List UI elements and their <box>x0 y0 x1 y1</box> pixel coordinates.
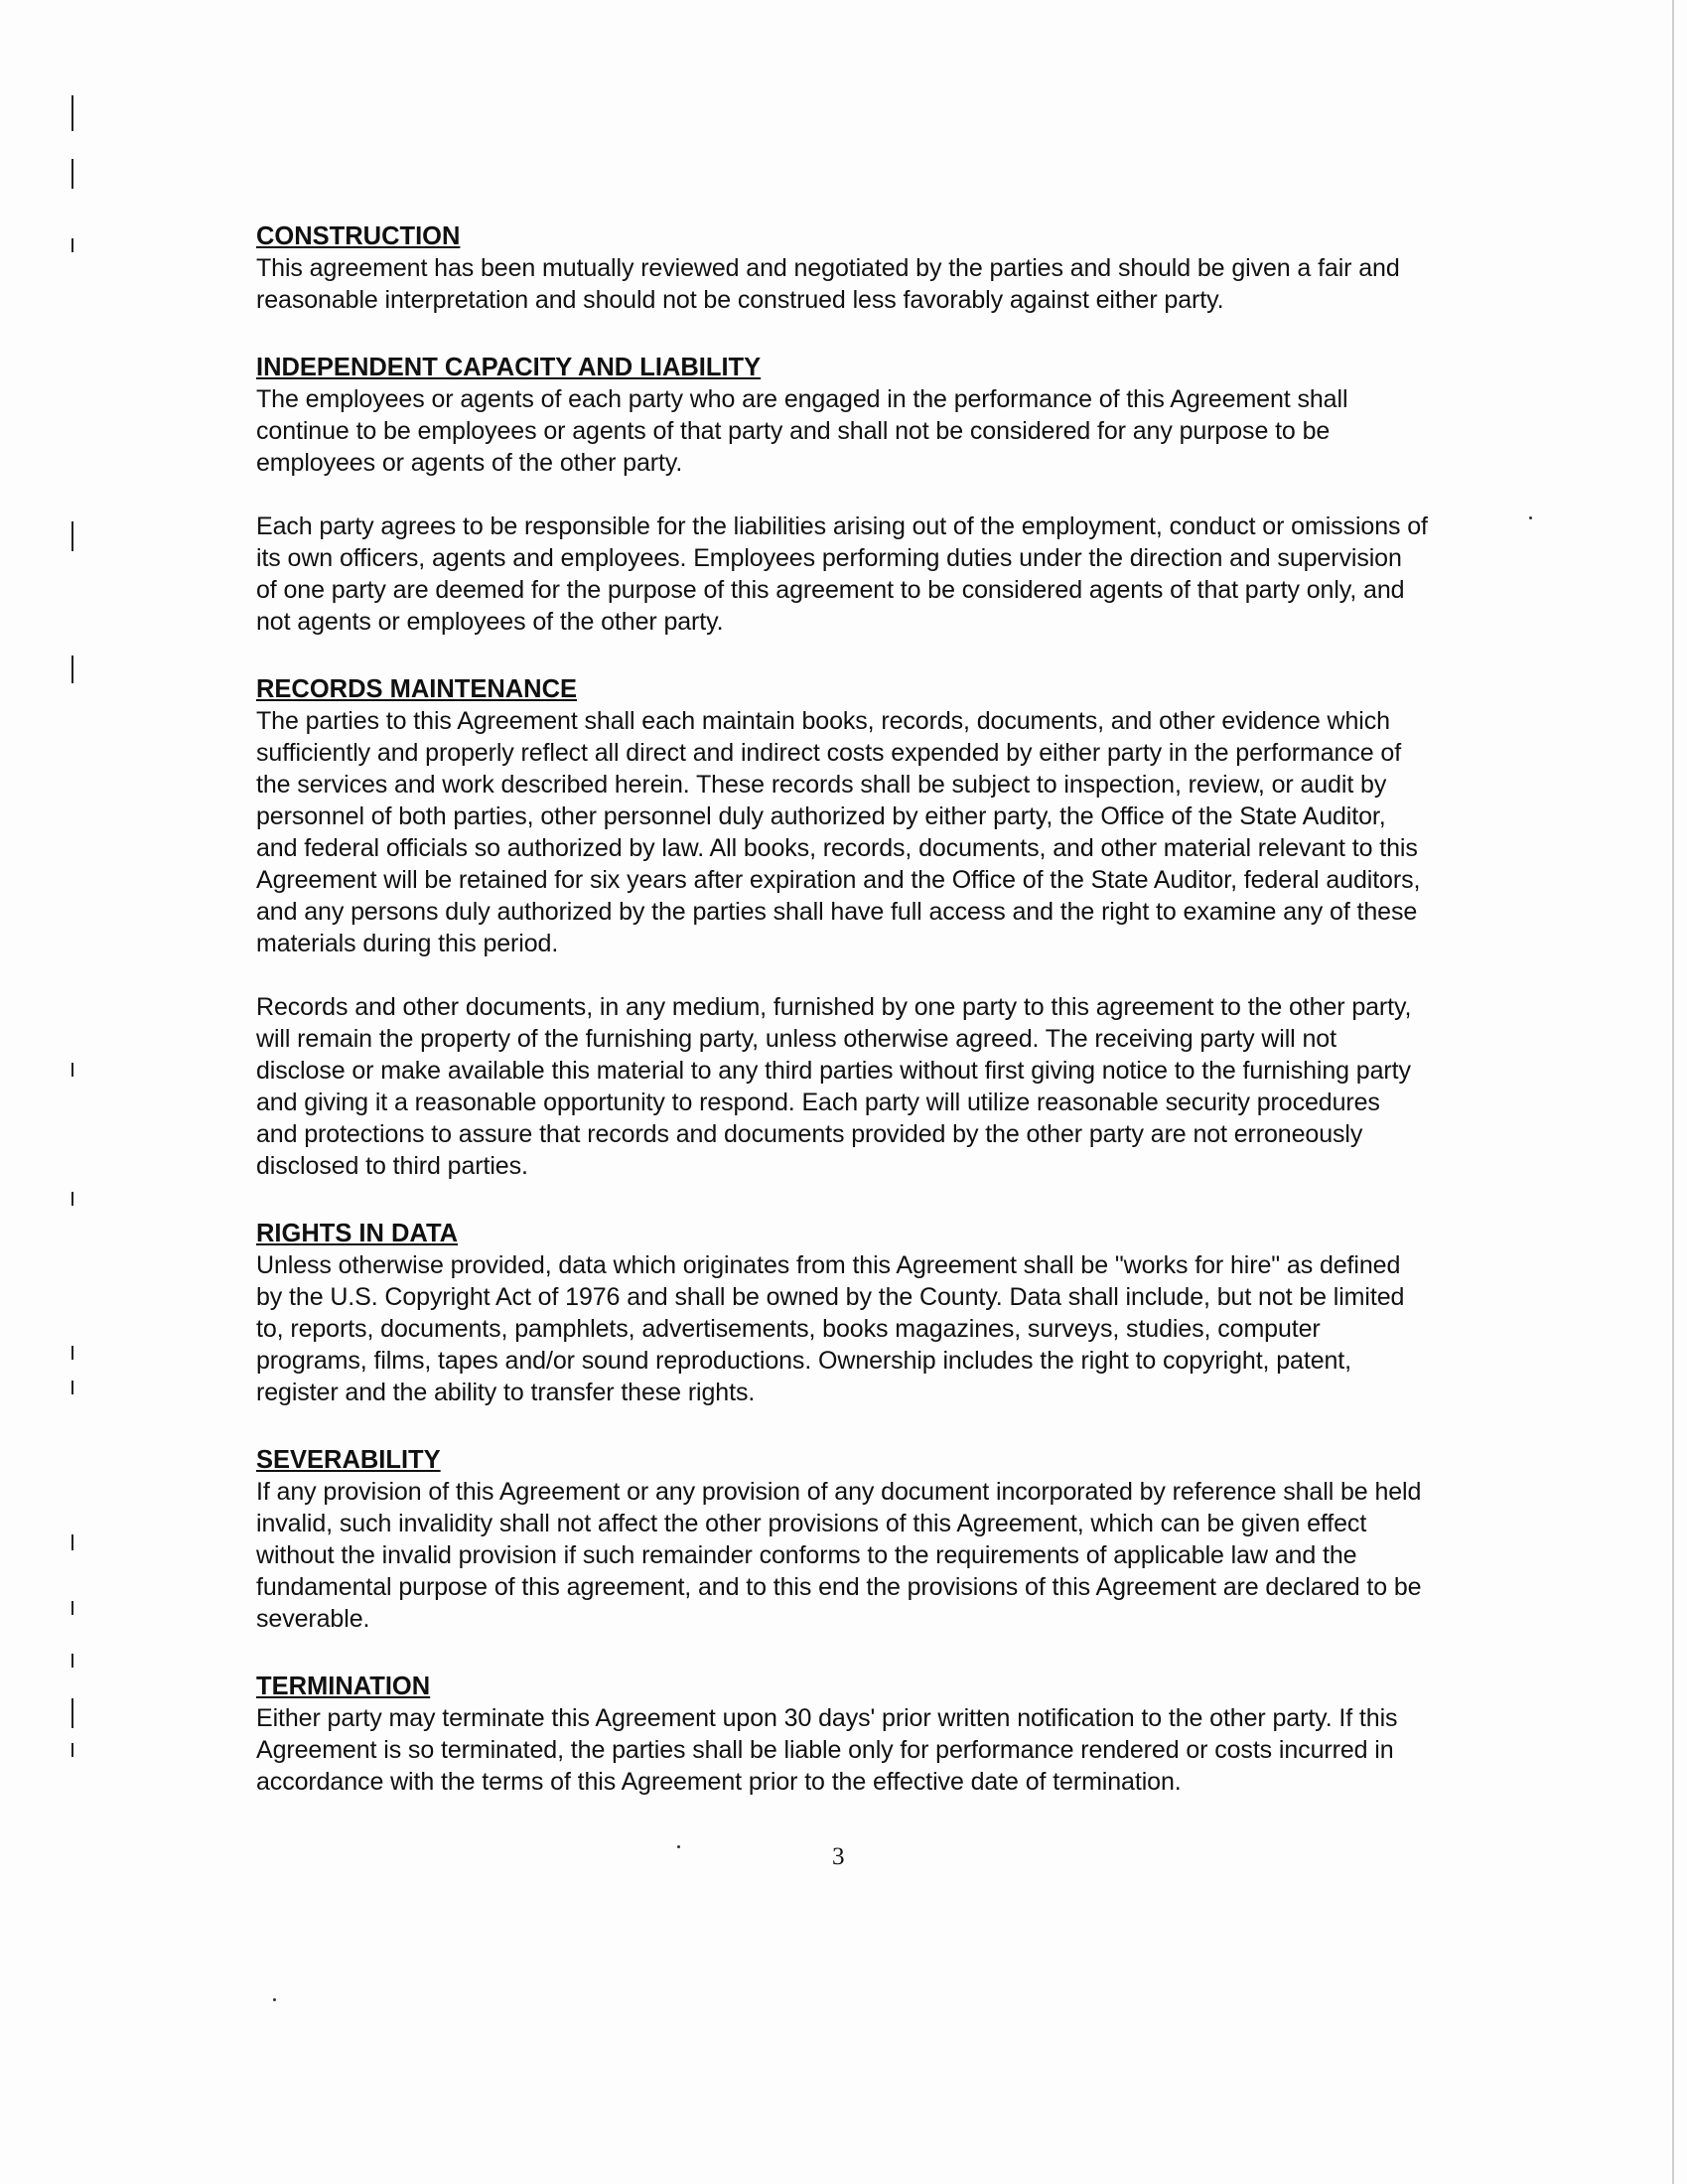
scan-speck <box>1529 516 1532 519</box>
page-number: 3 <box>832 1843 845 1870</box>
section-paragraph: Records and other documents, in any medium, furnished by one party to this agreement to the other party, will remain the property of the furnishing party, unless otherwise agreed. The receiving party will not disclose or make available this material to any third parties without first giving notice to the furnishing party and giving it a reasonable opportunity to respond. Each party will utilize reasonable security procedures and protections to assure that records and documents provided by the other party are not erroneously disclosed to third parties. <box>256 993 1412 1180</box>
section-title: INDEPENDENT CAPACITY AND LIABILITY <box>256 354 762 381</box>
section-paragraph: The parties to this Agreement shall each maintain books, records, documents, and other evidence which sufficiently and properly reflect all direct and indirect costs expended by either party in the performance of the services and work described herein. These records shall be subject to inspection, review, or audit by personnel of both parties, other personnel duly authorized by either party, the Office of the State Auditor, and federal officials so authorized by law. All books, records, documents, and other material relevant to this Agreement will be retained for six years after expiration and the Office of the State Auditor, federal auditors, and any persons duly authorized by the parties shall have full access and the right to examine any of these materials during this period. <box>256 707 1421 957</box>
scan-speck <box>273 1998 276 2001</box>
section-severability <box>256 1444 1428 1635</box>
section-independent-capacity <box>256 352 1428 638</box>
scan-margin-mark <box>71 1534 73 1550</box>
section-construction <box>256 220 1428 316</box>
agreement-body <box>256 220 1428 1833</box>
scan-margin-mark <box>71 159 73 189</box>
scan-margin-mark <box>71 521 73 551</box>
scan-margin-mark <box>71 1192 73 1206</box>
section-title: RECORDS MAINTENANCE <box>256 675 578 703</box>
scan-margin-mark <box>71 1654 73 1668</box>
section-paragraph: This agreement has been mutually reviewed and negotiated by the parties and should be given a fair and reasonable interpretation and should not be construed less favorably against either party. <box>256 254 1400 314</box>
scan-margin-mark <box>71 655 73 683</box>
section-title: RIGHTS IN DATA <box>256 1220 459 1247</box>
scan-margin-mark <box>71 1743 73 1757</box>
section-records-maintenance <box>256 673 1428 1182</box>
scan-margin-mark <box>71 1698 73 1728</box>
section-paragraph: The employees or agents of each party who are engaged in the performance of this Agreement shall continue to be employees or agents of that party and shall not be considered for any purpose to be employees or agents of the other party. <box>256 385 1348 477</box>
section-paragraph: If any provision of this Agreement or any provision of any document incorporated by reference shall be held invalid, such invalidity shall not affect the other provisions of this Agreement, which can be given effect without the invalid provision if such remainder conforms to the requirements of applicable law and the fundamental purpose of this agreement, and to this end the provisions of this Agreement are declared to be severable. <box>256 1478 1422 1633</box>
scan-margin-mark <box>71 1063 73 1077</box>
scan-edge-line <box>1672 0 1674 2184</box>
section-termination <box>256 1671 1428 1798</box>
section-paragraph: Unless otherwise provided, data which originates from this Agreement shall be "works for hire" as defined by the U.S. Copyright Act of 1976 and shall be owned by the County. Data shall include, but not be limited to, reports, documents, pamphlets, advertisements, books magazines, surveys, studies, computer programs, films, tapes and/or sound reproductions. Ownership includes the right to copyright, patent, register and the ability to transfer these rights. <box>256 1251 1405 1406</box>
scan-speck <box>677 1845 680 1848</box>
scan-margin-mark <box>71 95 73 131</box>
section-rights-in-data <box>256 1218 1428 1408</box>
scan-margin-mark <box>71 1381 73 1394</box>
section-title: CONSTRUCTION <box>256 222 461 250</box>
section-paragraph: Each party agrees to be responsible for the liabilities arising out of the employment, conduct or omissions of its own officers, agents and employees. Employees performing duties under the direction and supervision of one party are deemed for the purpose of this agreement to be considered agents of that party only, and not agents or employees of the other party. <box>256 512 1428 636</box>
section-paragraph: Either party may terminate this Agreement upon 30 days' prior written notification to the other party. If this Agreement is so terminated, the parties shall be liable only for performance rendered or costs incurred in accordance with the terms of this Agreement prior to the effective date of termination. <box>256 1704 1398 1796</box>
scan-margin-mark <box>71 1601 73 1615</box>
scan-margin-mark <box>71 238 73 252</box>
scan-margin-mark <box>71 1346 73 1360</box>
section-title: SEVERABILITY <box>256 1446 441 1474</box>
section-title: TERMINATION <box>256 1673 431 1700</box>
